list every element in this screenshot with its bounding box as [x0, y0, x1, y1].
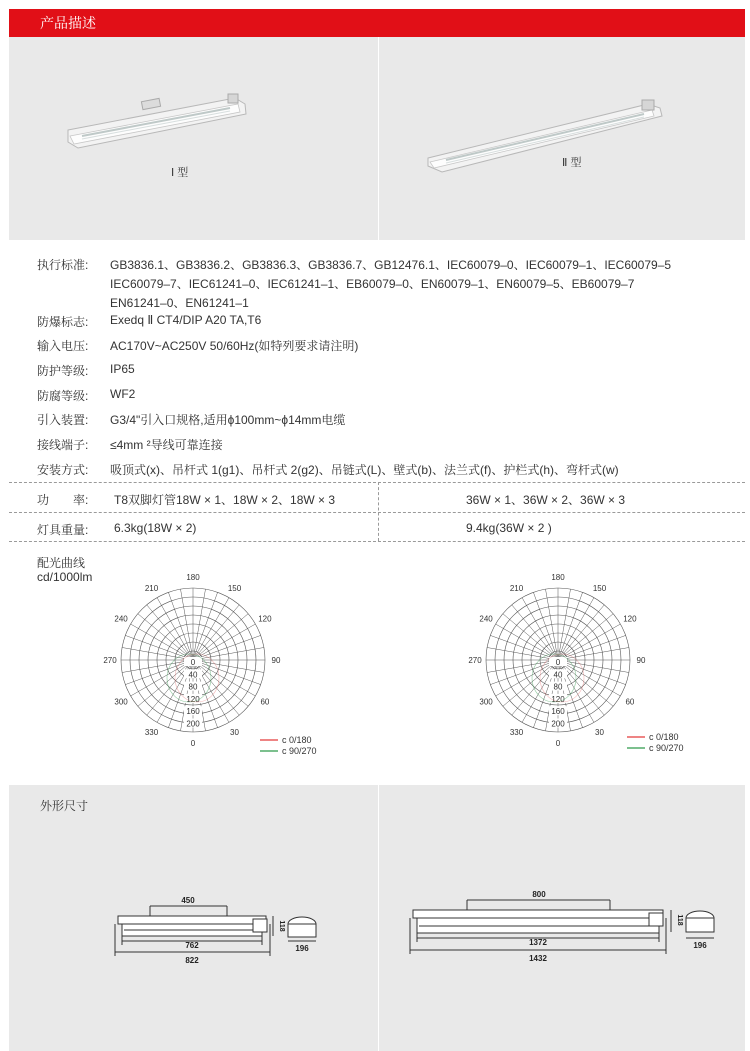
spec-value-standard-1: GB3836.1、GB3836.2、GB3836.3、GB3836.7、GB12476.1、IEC60079–0、IEC60079–1、IEC60079–5	[110, 258, 672, 272]
light-curve-title: 配光曲线	[37, 556, 86, 570]
divider	[9, 512, 745, 513]
polar-angle-label: 210	[144, 584, 159, 594]
weight-label: 灯具重量:	[37, 523, 89, 537]
spec-label-terminal: 接线端子:	[37, 438, 89, 452]
polar-radial-label: 0	[555, 658, 561, 667]
spec-value-corrosion: WF2	[110, 387, 136, 401]
polar-angle-label: 240	[479, 614, 493, 624]
light-curve-unit: cd/1000lm	[37, 570, 93, 584]
polar-angle-label: 60	[625, 697, 635, 707]
section-header	[9, 9, 745, 37]
spec-value-standard-3: EN61241–0、EN61241–1	[110, 296, 249, 310]
type1-caption: Ⅰ 型	[171, 167, 189, 179]
divider	[9, 482, 745, 483]
dimension-drawing-type2	[405, 882, 725, 972]
polar-angle-label: 300	[479, 697, 493, 707]
polar-radial-label: 0	[190, 658, 196, 667]
divider	[9, 541, 745, 542]
spec-value-standard-2: IEC60079–7、IEC61241–0、IEC61241–1、EB60079–0、EN60079–1、EN60079–5、EB60079–7	[110, 277, 635, 291]
polar-angle-label: 90	[271, 656, 281, 665]
spec-label-standard: 执行标准:	[37, 258, 89, 272]
spec-value-voltage: AC170V~AC250V 50/60Hz(如特列要求请注明)	[110, 339, 359, 353]
spec-label-entry: 引入装置:	[37, 413, 89, 427]
polar-angle-label: 210	[509, 584, 524, 594]
polar-chart-type1	[100, 568, 290, 758]
polar-radial-label: 200	[551, 719, 565, 729]
dim-type1-inner: 450	[181, 896, 195, 905]
polar-radial-label: 40	[553, 670, 563, 680]
polar-angle-label: 270	[468, 656, 482, 665]
legend-text-c90: c 90/270	[282, 746, 317, 756]
polar-angle-label: 180	[551, 573, 565, 582]
polar-radial-label: 160	[551, 707, 565, 717]
legend-text-c0: c 0/180	[282, 735, 312, 745]
lamp-type2-image	[420, 96, 670, 176]
divider	[378, 785, 379, 1051]
power-type1: T8双脚灯管18W × 1、18W × 2、18W × 3	[114, 493, 336, 507]
spec-label-mounting: 安装方式:	[37, 463, 89, 477]
polar-radial-label: 120	[186, 694, 200, 704]
divider	[378, 482, 379, 541]
type2-caption: Ⅱ 型	[562, 157, 582, 169]
spec-value-protection: IP65	[110, 362, 135, 376]
dim-type2-total: 1432	[529, 954, 547, 963]
spec-value-ex: Exedq Ⅱ CT4/DIP A20 TA,T6	[110, 313, 262, 327]
polar-radial-label: 160	[186, 707, 200, 717]
polar-angle-label: 150	[227, 584, 242, 594]
polar-angle-label: 180	[186, 573, 200, 582]
section-title: 产品描述	[40, 15, 96, 31]
spec-label-voltage: 输入电压:	[37, 339, 89, 353]
polar-angle-label: 120	[258, 614, 272, 624]
polar-angle-label: 300	[114, 697, 128, 707]
legend-type1	[258, 734, 348, 760]
legend-type2	[625, 731, 715, 757]
dim-type1-body: 762	[185, 941, 199, 950]
power-label: 功 率:	[37, 493, 89, 507]
dim-type2-body: 1372	[529, 938, 547, 947]
polar-angle-label: 30	[595, 727, 604, 737]
spec-value-entry: G3/4"引入口规格,适用ϕ100mm~ϕ14mm电缆	[110, 413, 346, 427]
spec-label-protection: 防护等级:	[37, 364, 89, 378]
spec-value-mounting: 吸顶式(x)、吊杆式 1(g1)、吊杆式 2(g2)、吊链式(L)、壁式(b)、法兰式(f)、护栏式(h)、弯杆式(w)	[110, 463, 619, 477]
polar-angle-label: 240	[114, 614, 128, 624]
spec-value-terminal: ≤4mm ²导线可靠连接	[110, 438, 223, 452]
weight-type2: 9.4kg(36W × 2 )	[466, 521, 552, 535]
polar-radial-label: 120	[551, 694, 565, 704]
dim-type1-height: 118	[278, 920, 285, 932]
polar-angle-label: 150	[592, 584, 607, 594]
polar-radial-label: 40	[188, 670, 198, 680]
polar-angle-label: 330	[144, 727, 159, 737]
polar-radial-label: 200	[186, 719, 200, 729]
polar-angle-label: 30	[230, 727, 239, 737]
polar-angle-label: 60	[260, 697, 270, 707]
dimensions-title: 外形尺寸	[40, 799, 89, 813]
lamp-type1-image	[60, 90, 250, 160]
power-type2: 36W × 1、36W × 2、36W × 3	[466, 493, 626, 507]
polar-angle-label: 0	[190, 739, 196, 748]
dim-type2-inner: 800	[532, 890, 546, 899]
polar-chart-type2	[465, 568, 655, 758]
polar-radial-label: 80	[188, 682, 198, 692]
dim-type2-height: 118	[676, 914, 683, 926]
polar-angle-label: 330	[509, 727, 524, 737]
divider	[378, 37, 379, 240]
dim-type1-end-width: 196	[295, 944, 309, 953]
dimension-drawing-type1	[110, 890, 330, 970]
spec-label-ex: 防爆标志:	[37, 315, 89, 329]
legend-text-c0: c 0/180	[649, 732, 679, 742]
legend-text-c90: c 90/270	[649, 743, 684, 753]
polar-angle-label: 270	[103, 656, 117, 665]
polar-angle-label: 90	[636, 656, 646, 665]
spec-label-corrosion: 防腐等级:	[37, 389, 89, 403]
polar-radial-label: 80	[553, 682, 563, 692]
dim-type1-total: 822	[185, 956, 199, 965]
dim-type2-end-width: 196	[693, 941, 707, 950]
weight-type1: 6.3kg(18W × 2)	[114, 521, 197, 535]
polar-angle-label: 0	[555, 739, 561, 748]
polar-angle-label: 120	[623, 614, 637, 624]
